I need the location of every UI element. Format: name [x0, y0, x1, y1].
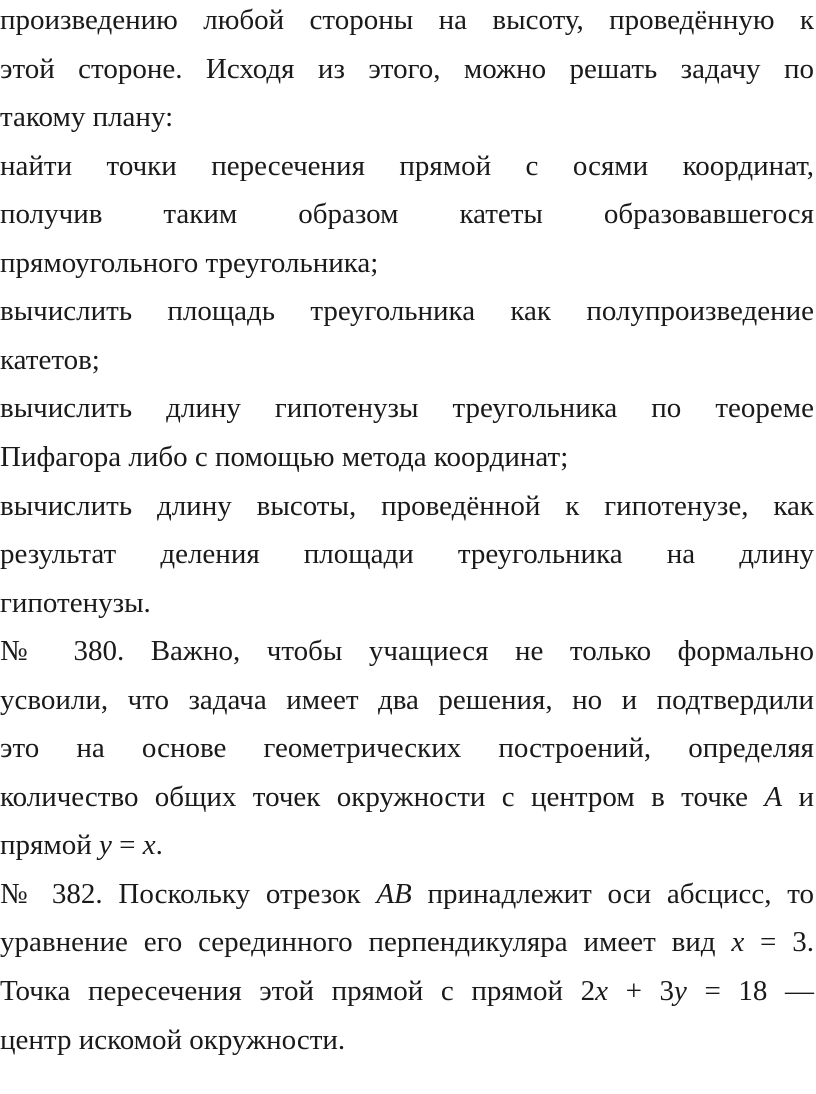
text-line: вычислить площадь треугольника как полупроизведение — [0, 295, 814, 328]
text-line: это на основе геометрических построений, определяя — [0, 732, 814, 765]
text-line: произведению любой стороны на высоту, проведённую к — [0, 4, 814, 36]
text-line: усвоили, что задача имеет два решения, но и подтвердили — [0, 683, 814, 716]
text-line: прямоугольного треугольника; — [0, 246, 379, 279]
text-line: центр искомой окружности. — [0, 1023, 346, 1056]
text-line: Точка пересечения этой прямой с прямой 2x + 3y = 18 — — [0, 975, 814, 1007]
text-line: этой стороне. Исходя из этого, можно решать задачу по — [0, 52, 814, 85]
text-line: Пифагора либо с помощью метода координат; — [0, 440, 569, 473]
text-line: прямой y = x. — [0, 829, 163, 862]
text-line: найти точки пересечения прямой с осями координат, — [0, 149, 814, 182]
text-line: получив таким образом катеты образовавшегося — [0, 198, 814, 231]
text-line: вычислить длину гипотенузы треугольника по теореме — [0, 392, 814, 425]
text-line: № 380. Важно, чтобы учащиеся не только формально — [0, 635, 814, 668]
text-line: вычислить длину высоты, проведённой к гипотенузе, как — [0, 489, 814, 522]
text-line: количество общих точек окружности с центром в точке A и — [0, 780, 814, 813]
text-line: такому плану: — [0, 101, 174, 134]
text-line: катетов; — [0, 343, 100, 376]
text-line: уравнение его серединного перпендикуляра имеет вид x = 3. — [0, 926, 814, 959]
text-line: результат деления площади треугольника на длину — [0, 538, 814, 570]
text-line: № 382. Поскольку отрезок AB принадлежит оси абсцисс, то — [0, 877, 814, 910]
text-line: гипотенузы. — [0, 586, 151, 619]
